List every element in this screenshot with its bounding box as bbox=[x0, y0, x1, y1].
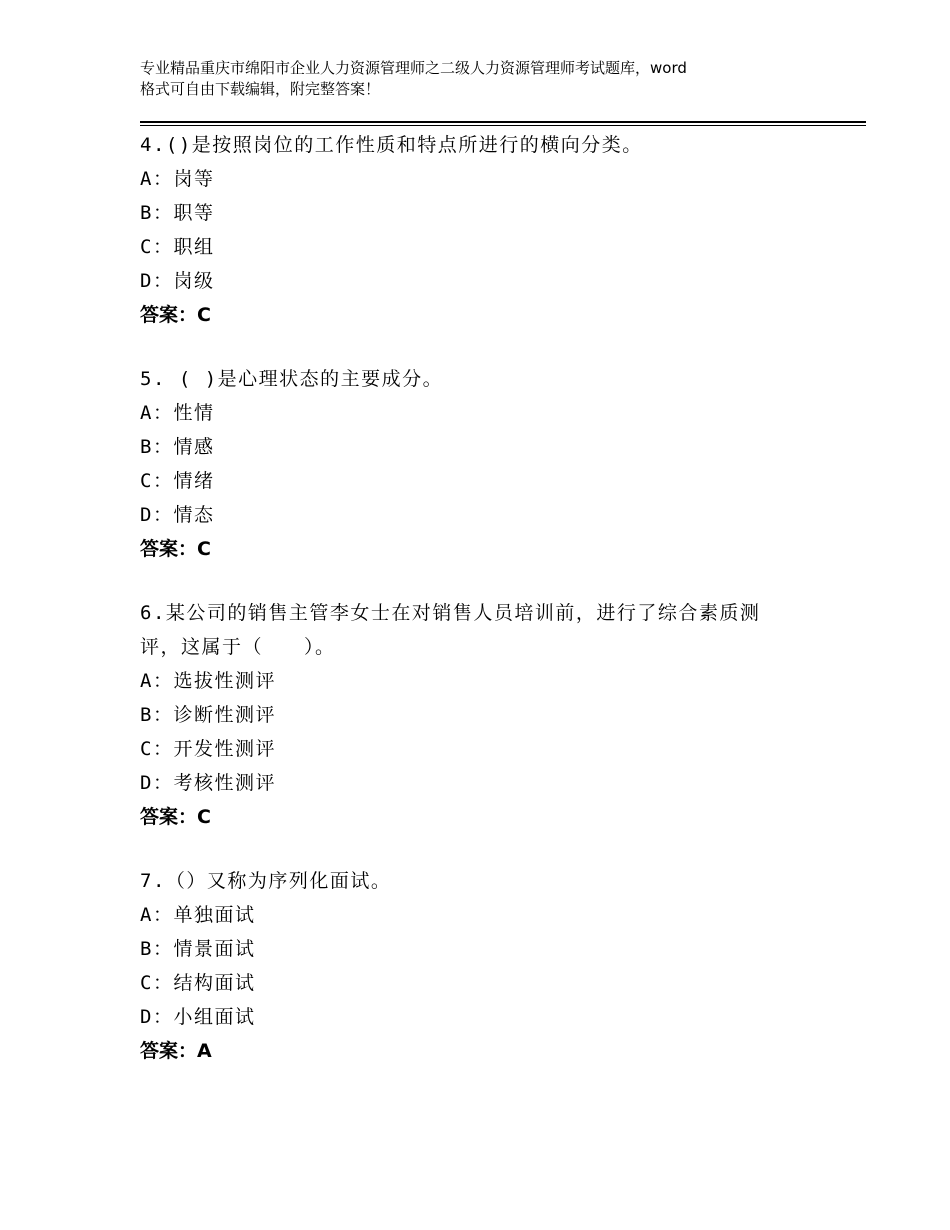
header-line-1: 专业精品重庆市绵阳市企业人力资源管理师之二级人力资源管理师考试题库，word bbox=[140, 59, 687, 77]
question-6 bbox=[140, 596, 840, 834]
option-c: C：职组 bbox=[140, 236, 215, 258]
option-a: A：岗等 bbox=[140, 168, 215, 190]
option-d: D：考核性测评 bbox=[140, 772, 276, 794]
option-a: A：性情 bbox=[140, 402, 215, 424]
question-stem: 7.（）又称为序列化面试。 bbox=[140, 870, 392, 892]
question-list bbox=[140, 128, 840, 1098]
question-stem-line-1: 6.某公司的销售主管李女士在对销售人员培训前，进行了综合素质测 bbox=[140, 602, 761, 624]
option-b: B：职等 bbox=[140, 202, 215, 224]
option-d: D：小组面试 bbox=[140, 1006, 256, 1028]
option-b: B：情感 bbox=[140, 436, 215, 458]
option-d: D：情态 bbox=[140, 504, 215, 526]
question-7 bbox=[140, 864, 840, 1068]
option-c: C：情绪 bbox=[140, 470, 215, 492]
answer: 答案：C bbox=[140, 806, 211, 828]
option-c: C：开发性测评 bbox=[140, 738, 276, 760]
document-header bbox=[140, 58, 840, 100]
question-stem: 5. ( )是心理状态的主要成分。 bbox=[140, 368, 444, 390]
answer: 答案：C bbox=[140, 538, 211, 560]
answer: 答案：C bbox=[140, 304, 211, 326]
option-a: A：选拔性测评 bbox=[140, 670, 276, 692]
option-d: D：岗级 bbox=[140, 270, 215, 292]
question-stem-line-2: 评，这属于（ ）。 bbox=[140, 636, 336, 658]
header-divider-thin bbox=[140, 125, 866, 126]
option-b: B：诊断性测评 bbox=[140, 704, 276, 726]
option-b: B：情景面试 bbox=[140, 938, 256, 960]
option-a: A：单独面试 bbox=[140, 904, 256, 926]
question-5 bbox=[140, 362, 840, 566]
option-c: C：结构面试 bbox=[140, 972, 256, 994]
question-stem: 4.()是按照岗位的工作性质和特点所进行的横向分类。 bbox=[140, 134, 643, 156]
header-divider-thick bbox=[140, 121, 866, 123]
answer: 答案：A bbox=[140, 1040, 212, 1062]
question-4 bbox=[140, 128, 840, 332]
header-line-2: 格式可自由下载编辑，附完整答案！ bbox=[140, 80, 381, 98]
